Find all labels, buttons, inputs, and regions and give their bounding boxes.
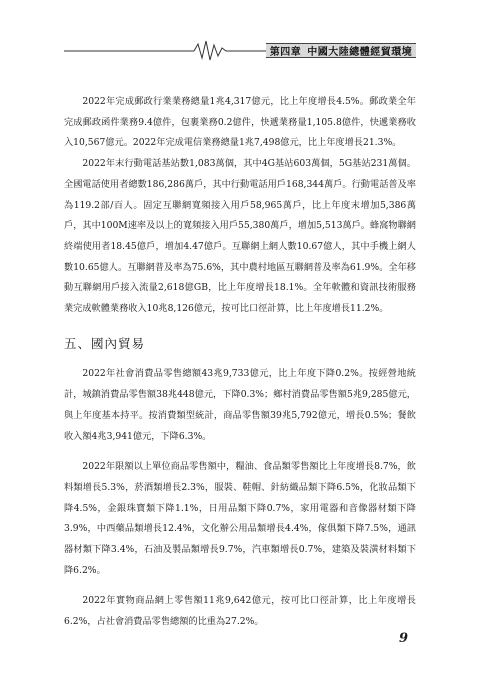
paragraph: 2022年限額以上單位商品零售額中，糧油、食品類零售額比上年度增長8.7%，飲料類增長5.3%，菸酒類增長2.3%，服裝、鞋帽、針紡織品類下降6.5%，化妝品類下降4.5%，金銀珠寶類下降1.1%，日用品類下降0.7%，家用電器和音像器材類下降3.9%，中西藥品類增長12.4%，文化辦公用品類增長4.4%，傢俱類下降7.5%，通訊器材類下降3.4%，石油及製品類增長9.7%，汽車類增長0.7%，建築及裝潢材料類下降6.2%。 bbox=[64, 461, 416, 576]
body-text bbox=[64, 92, 416, 633]
section-heading: 五、國內貿易 bbox=[64, 335, 146, 351]
paragraph: 2022年實物商品網上零售額11兆9,642億元，按可比口徑計算，比上年度增長6.2%，占社會消費品零售總額的比重為27.2%。 bbox=[64, 595, 416, 628]
paragraph: 2022年社會消費品零售總額43兆9,733億元，比上年度下降0.2%。按經營地統計，城鎮消費品零售額38兆448億元，下降0.3%；鄉村消費品零售額5兆9,285億元，與上年度基本持平。按消費類型統計，商品零售額39兆5,792億元，增長0.5%；餐飲收入額4兆3,941億元，下降6.3%。 bbox=[64, 368, 416, 442]
running-header bbox=[64, 38, 416, 62]
chapter-title-box bbox=[266, 43, 416, 58]
paragraph: 2022年完成郵政行業業務總量1兆4,317億元，比上年度增長4.5%。郵政業全年完成郵政函件業務9.4億件，包裹業務0.2億件，快遞業務量1,105.8億件，快遞業務收入10,567億元。2022年完成電信業務總量1兆7,498億元，比上年度增長21.3%。 bbox=[64, 96, 416, 149]
pulse-line-icon bbox=[64, 38, 269, 62]
chapter-title: 中國大陸總體經貿環境 bbox=[307, 47, 413, 58]
paragraph: 2022年末行動電話基站數1,083萬個，其中4G基站603萬個，5G基站231萬個。全國電話使用者總數186,286萬戶，其中行動電話用戶168,344萬戶。行動電話普及率為119.2部/百人。固定互聯網寬頻接入用戶58,965萬戶，比上年度末增加5,386萬戶，其中100M速率及以上的寬頻接入用戶55,380萬戶，增加5,513萬戶。蜂窩物聯網終端使用者18.45億戶，增加4.47億戶。互聯網上網人數10.67億人，其中手機上網人數10.65億人。互聯網普及率為75.6%，其中農村地區互聯網普及率為61.9%。全年移動互聯網用戶接入流量2,618億GB，比上年度增長18.1%。全年軟體和資訊技術服務業完成軟體業務收入10兆8,126億元，按可比口徑計算，比上年度增長11.2%。 bbox=[64, 158, 416, 315]
chapter-label: 第四章 bbox=[269, 47, 302, 58]
page-number: 9 bbox=[398, 631, 408, 646]
